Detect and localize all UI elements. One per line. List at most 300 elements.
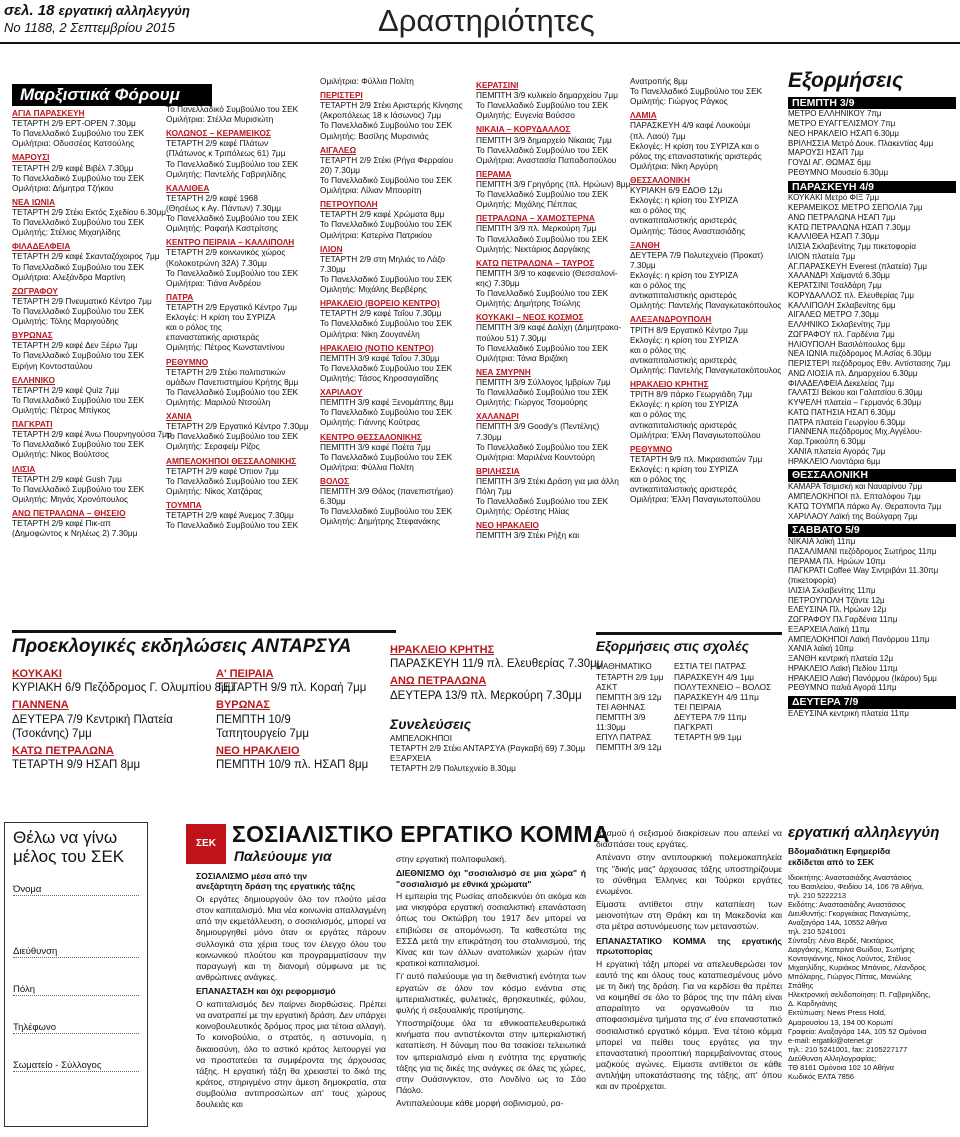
event-line: Το Πανελλαδικό Συμβούλιο του ΣΕΚ: [12, 305, 145, 316]
event-line: Εκλογές: Η κρίση του ΣΥΡΙΖΑ: [166, 312, 276, 323]
event-line: Το Πανελλαδικό Συμβούλιο του ΣΕΚ: [166, 475, 299, 486]
event-line: Ομιλητής: Νεκτάριος Δαργάκης: [476, 243, 590, 254]
sek-paragraph: Υποστηρίζουμε όλα τα εθνικοαπελευθερωτικά κινήματα που αντιστέκονται στην ιμπεριαλιστική καταπίεση. Η δύναμη που θα τσακίσει τελειωτικά τον ιμπεριαλισμό είναι η ενότητα της εργατικής τάξης για τις δικές της ανάγκες σε όλες τις χώρες, στην Ουάσινγκτον, στο Λονδίνο ως το Σάο Πάολο.: [396, 1018, 586, 1096]
event-line: Το Πανελλαδικό Συμβούλιο του ΣΕΚ: [12, 261, 145, 272]
event-line: Το Πανελλαδικό Συμβούλιο του ΣΕΚ: [476, 233, 609, 244]
join-form-field[interactable]: [13, 914, 139, 958]
exormiseis-line: ΠΑΣΑΛΙΜΑΝΙ πεζόδρομος Σωτήρος 11πμ: [788, 546, 937, 556]
event-line: ΠΕΜΠΤΗ 3/9 καφέ Ξενομάπτης 8μμ: [320, 397, 454, 408]
event-line: Το Πανελλαδικό Συμβούλιο του ΣΕΚ: [630, 86, 763, 97]
event-line: και ο ρόλος της: [166, 322, 222, 333]
event-title: ΚΕΡΑΤΣΙΝΙ: [476, 80, 519, 90]
sek-title: ΣΟΣΙΑΛΙΣΤΙΚΟ ΕΡΓΑΤΙΚΟ ΚΟΜΜΑ: [232, 821, 610, 847]
event-line: ΠΕΜΠΤΗ 3/9 Γρηγόρης (πλ. Ηρώων) 8μμ: [476, 178, 631, 189]
event-line: Το Πανελλαδικό Συμβούλιο του ΣΕΚ: [320, 451, 453, 462]
event-line: ΠΕΜΠΤΗ 3/9 Goody's (Πεντέλης): [476, 421, 600, 432]
event-title: ΤΟΥΜΠΑ: [166, 499, 202, 510]
event-line: και ο ρόλος της: [630, 205, 686, 216]
event-line: ΤΕΤΑΡΤΗ 2/9 καφέ Δεν Ξέρω 7μμ: [12, 340, 138, 351]
event-title: ΞΑΝΘΗ: [630, 239, 660, 250]
event-title: ΠΕΤΡΟΥΠΟΛΗ: [320, 199, 378, 210]
sek-logo: [186, 824, 226, 864]
sek-col-2: [396, 852, 586, 1130]
event-line: Ομιλητής: Δημήτρης Στεφανάκης: [320, 516, 440, 527]
event-title: ΘΕΣΣΑΛΟΝΙΚΗ: [630, 174, 690, 185]
event-line: Το Πανελλαδικό Συμβούλιο του ΣΕΚ: [476, 387, 609, 398]
syneleuseis-block: [390, 716, 590, 774]
sek-paragraph: Η εργατική τάξη μπορεί να απελευθερώσει τον εαυτό της και όλους τους καταπιεσμένους μόνο με τη δική της δράση. Για να κερδίσει θα πρέπει να κοιμηθεί σε όλο το βάρος της την πάλη είναι απαραίτητο να οργανωθούν τα πιο αποφασισμένα τμήματα της σ' ένα επαναστατικό σοσιαλιστικό εργατικό κόμμα. Ένα τέτοιο κόμμα μπορεί να πείθει τους εργάτες για την επαναστατική προοπτική παρεμβαίνοντας στους μαζικούς αγώνες. Είμαστε αντίθετοι σε κάθε αντιλήψη υποκατάστασης της τάξης, απ' όπου και αν προέρχεται.: [596, 958, 782, 1092]
event-title: ΤΕΙ ΑΘΗΝΑΣ: [596, 701, 646, 712]
exormiseis-line: ΑΜΠΕΛΟΚΗΠΟΙ πλ. Επταλόφου 7μμ: [788, 492, 921, 501]
event-line: ΠΕΜΠΤΗ 3/9: [596, 712, 646, 723]
event-line: Ομιλητής: Βασίλης Μυρσινιάς: [320, 130, 429, 141]
join-form-field[interactable]: [13, 1052, 139, 1072]
join-form-label: Διεύθυνση: [13, 945, 58, 957]
sek-col-1: [196, 868, 386, 1130]
event-line: Το Πανελλαδικό Συμβούλιο του ΣΕΚ: [166, 267, 299, 278]
sek-paragraph: Ο καπιταλισμός δεν παίρνει διορθώσεις. Πρέπει να ανατραπεί με την εργατική δράση. Δεν υπάρχει κοινοβουλευτικός δρόμος προς μια τέτοια αλλαγή. Το κοινοβούλιο, ο στρατός, η αστυνομία, η δικαιοσύνη, όλο το αστικό κράτος λειτουργεί για να προστατεύει τα συμφέροντα της άρχουσας τάξης. Η εργατική τάξη θα χρειαστεί το δικό της κράτος, στηριγμένο στην άμεση δημοκρατία, στα συμβούλια αντιπροσώπων απ' τους χώρους δουλειάς και: [196, 998, 386, 1110]
exormiseis-line: ΚΥΨΕΛΗ πλατεία – Γερμανός 6.30μμ: [788, 398, 922, 408]
event-line: Ανατροπής 8μμ: [630, 76, 688, 86]
event-title: ΠΕΤΡΑΛΩΝΑ – ΧΑΜΟΣΤΕΡΝΑ: [476, 213, 595, 224]
event-line: Το Πανελλαδικό Συμβούλιο του ΣΕΚ: [166, 431, 299, 442]
event-line: Εκλογές: Η κρίση του ΣΥΡΙΖΑ και ο: [630, 140, 759, 151]
event-title: ΝΕΟ ΗΡΑΚΛΕΙΟ: [476, 520, 540, 531]
event-title: ΧΑΛΑΝΔΡΙ: [476, 411, 519, 422]
event-line: Ομιλητής: Μαριλού Ντσούλη: [166, 396, 271, 407]
exormiseis-line: ΠΑΓΚΡΑΤΙ Coffee Way Σιντριβάνι 11.30πμ: [788, 566, 939, 576]
exormiseis-line: ΠΑΤΡΑ πλατεία Γεωργίου 6.30μμ: [788, 417, 906, 427]
exormiseis-line: ΚΟΡΥΔΑΛΛΟΣ πλ. Ελευθερίας 7μμ: [788, 290, 914, 300]
event-title: ΠΑΤΡΑ: [166, 291, 194, 302]
sek-paragraph: Οι εργάτες δημιουργούν όλο τον πλούτο μέσα στον καπιταλισμό. Μια νέα κοινωνία απαλλαγμένη από την εκμετάλλευση, ο σοσιαλισμός, μπορεί να δημιουργηθεί μόνο όταν οι εργάτες πάρουν συλλογικά στα χέρια τους τον έλεγχο όλου του κοινωνικού πλούτου και προγραμματίσουν την παραγωγή και τη διανομή σύμφωνα με τις ανθρώπινες ανάγκες.: [196, 893, 386, 983]
scholes-left: [596, 661, 668, 752]
exormiseis-line: ΡΕΘΥΜΝΟ παλιά Αγορά 11πμ: [788, 683, 897, 693]
exormiseis-line: ΧΑΝΙΑ πλατεία Αγοράς 7μμ: [788, 446, 886, 456]
sek-paragraph: Είμαστε αντίθετοι στην καταπίεση των μειονοτήτων στη Θράκη και τη Μακεδονία και στα μέτρα αστυνόμευσης των μεταναστών.: [596, 899, 782, 932]
exormiseis-day: ΠΑΡΑΣΚΕΥΗ 4/9: [788, 181, 956, 194]
sek-paragraph: Η εμπειρία της Ρωσίας αποδεικνύει ότι ακόμα και μια νικηφόρα εργατική σοσιαλιστική επανάσταση όπως του Οκτώβρη του 1917 δεν μπορεί να επιβιώσει σε απομόνωση. Τα καθεστώτα της ΕΣΣΔ μετά την επικράτηση του σταλινισμού, της Κίνας και των άλλων ανατολικών χωρών ήταν κρατικοί καπιταλισμοί.: [396, 891, 586, 969]
event-line: Ομιλήτρια: Φύλλια Πολίτη: [320, 76, 414, 86]
event-line: ΤΕΤΑΡΤΗ 2/9 Στέκι (Ρήγα Φερραίου: [320, 154, 454, 165]
join-title-1: Θέλω να γίνω: [13, 828, 118, 847]
join-form-label: Πόλη: [13, 983, 35, 995]
event-line: ΔΕΥΤΕΡΑ 7/9 Κεντρική Πλατεία: [12, 713, 173, 726]
event-title: ΧΑΝΙΑ: [166, 411, 192, 422]
exormiseis-line: ΚΑΛΛΙΘΕΑ ΗΣΑΠ 7.30μμ: [788, 232, 880, 242]
exormiseis-line: ΑΙΓΑΛΕΩ ΜΕΤΡΟ 7.30μμ: [788, 310, 879, 320]
event-line: ΤΡΙΤΗ 8/9 Εργατικό Κέντρο 7μμ: [630, 324, 748, 335]
event-title: ΑΣΚΤ: [596, 681, 618, 692]
event-line: (Πλάτωνος κ Τριπόλεως 61) 7μμ: [166, 148, 286, 159]
exormiseis-line: ΕΛΛΗΝΙΚΟ Σκλαβενίτης 7μμ: [788, 320, 891, 330]
syneleuseis-list: [390, 733, 590, 773]
event-line: ΤΕΤΑΡΤΗ 2/9 καφέ Όπιον 7μμ: [166, 465, 279, 476]
exormiseis-line: ΑΝΩ ΛΙΟΣΙΑ πλ. Δημαρχείου 6.30μμ: [788, 368, 918, 378]
event-line: ΔΕΥΤΕΡΑ 7/9 11πμ: [674, 712, 747, 723]
event-line: Ομιλήτρια: Τάνια Βριζάκη: [476, 352, 568, 363]
event-line: ΠΕΜΠΤΗ 3/9 12μ: [596, 691, 662, 702]
event-title: ΙΛΙΣΙΑ: [12, 463, 36, 474]
event-line: ΠΕΜΠΤΗ 3/9 το καφενείο (Θεσσαλονί-: [476, 267, 618, 278]
event-line: ΠΑΡΑΣΚΕΥΗ 4/9 1μμ: [674, 671, 755, 682]
event-line: Ομιλητής: Πέτρος Μπίγκος: [12, 404, 111, 415]
event-line: Ομιλήτρια: Φύλλια Πολίτη: [320, 461, 414, 472]
syneleuseis-title: Συνελεύσεις: [390, 716, 472, 732]
masthead-line: Κοντογιάννης, Νίκος Λούντος, Στέλιος: [788, 954, 912, 964]
exormiseis-line: ΚΑΛΛΙΠΟΛΗ Σκλαβενίτης 6μμ: [788, 300, 896, 310]
exormiseis-line: ΚΟΥΚΑΚΙ Μετρό ΦΙΞ 7μμ: [788, 193, 880, 203]
event-line: Το Πανελλαδικό Συμβούλιο του ΣΕΚ: [12, 483, 145, 494]
masthead-line: Αμαρουσίου 13, 194 00 Κορωπί: [788, 1017, 893, 1027]
event-line: ΠΕΜΠΤΗ 3/9 καφέ Δολίχη (Δημητρακο-: [476, 322, 622, 333]
event-title: ΡΕΘΥΜΝΟ: [166, 356, 209, 367]
exormiseis-line: ΗΡΑΚΛΕΙΟ Λιοντάρια 6μμ: [788, 456, 881, 466]
event-line: Ομιλητής: Δημήτρης Τσώλης: [476, 298, 581, 309]
sek-col-3: [596, 826, 782, 1130]
event-line: Ομιλήτρια: Έλλη Παναγιωτοπούλου: [630, 429, 761, 440]
event-line: Ομιλητής: Γιάννης Κούτρας: [320, 417, 420, 428]
event-line: ΠΑΡΑΣΚΕΥΗ 4/9 11πμ: [674, 691, 759, 702]
marxistika-col-4: [476, 76, 631, 614]
event-line: Ομιλητής: Παντελής Γαβριηλίδης: [166, 168, 286, 179]
masthead-line: Γραφεία: Αναξαγόρα 14Α, 105 52 Ομόνοια: [788, 1026, 927, 1036]
event-line: (Ακροπόλεως 18 κ Ιάσωνος) 7μμ: [320, 110, 442, 121]
exormiseis-line: ΑΜΠΕΛΟΚΗΠΟΙ Λαϊκή Πανόρμου 11πμ: [788, 634, 930, 644]
sek-paragraph: τσισμού ή σεξισμού διακρίσεων που απειλεί να διασπάσει τους εργάτες.: [596, 828, 782, 850]
antarsya-title: Προεκλογικές εκδηλώσεις ΑΝΤΑΡΣΥΑ: [12, 636, 352, 657]
page-number: σελ. 18: [4, 2, 55, 19]
antarsya-left: [12, 664, 235, 794]
exormiseis-line: ΚΑΤΩ ΠΕΤΡΑΛΩΝΑ ΗΣΑΠ 7.30μμ: [788, 222, 911, 232]
event-line: ρόλος της επαναστατικής αριστεράς: [630, 150, 762, 161]
exormiseis-line: ΠΕΡΑΜΑ Πλ. Ηρώων 10πμ: [788, 556, 886, 566]
exormiseis-line: ΗΛΙΟΥΠΟΛΗ Βασιλόπουλος 6μμ: [788, 339, 906, 349]
event-line: Το Πανελλαδικό Συμβούλιο του ΣΕΚ: [320, 362, 453, 373]
event-line: ΤΕΤΑΡΤΗ 2/9 ΕΡΤ-OPEN 7.30μμ: [12, 118, 136, 129]
event-line: ΠΕΜΠΤΗ 3/9 καφέ Ταΐου 7.30μμ: [320, 352, 440, 363]
sek-heading: ΔΙΕΘΝΙΣΜΟ όχι "σοσιαλισμό σε μια χώρα" ή "σοσιαλισμό με εθνικά χρώματα": [396, 868, 586, 889]
event-line: Το Πανελλαδικό Συμβούλιο του ΣΕΚ: [12, 439, 145, 450]
event-line: ΤΕΤΑΡΤΗ 2/9 καφέ Quiz 7μμ: [12, 384, 120, 395]
join-form-label: Όνομα: [13, 883, 42, 895]
exormiseis-line: ΡΕΘΥΜΝΟ Μουσείο 6.30μμ: [788, 167, 889, 177]
event-title: ΑΜΠΕΛΟΚΗΠΟΙ ΘΕΣΣΑΛΟΝΙΚΗΣ: [166, 455, 297, 466]
event-line: ΤΕΤΑΡΤΗ 2/9 καφέ Πικ-απ: [12, 518, 111, 529]
scholes-right: [674, 661, 782, 752]
scholes-panel: [596, 632, 782, 792]
event-title: ΑΝΩ ΠΕΤΡΑΛΩΝΑ: [390, 675, 487, 688]
exormiseis-line: ΙΛΙΟΝ πλατεία 7μμ: [788, 251, 856, 261]
masthead-line: Ιδιοκτήτης: Αναστασιάδης Αναστάσιος: [788, 873, 912, 883]
event-line: ΤΕΤΑΡΤΗ 2/9 καφέ Βιβέλ 7.30μμ: [12, 162, 134, 173]
event-title: ΠΑΓΚΡΑΤΙ: [674, 722, 713, 733]
event-title: ΗΡΑΚΛΕΙΟ ΚΡΗΤΗΣ: [630, 379, 709, 390]
event-title: ΕΠΥΛ ΠΑΤΡΑΣ: [596, 732, 652, 743]
event-line: Το Πανελλαδικό Συμβούλιο του ΣΕΚ: [320, 174, 453, 185]
event-title: ΡΕΘΥΜΝΟ: [630, 443, 673, 454]
join-form-field[interactable]: [13, 1014, 139, 1034]
join-form-fields: [13, 876, 139, 1072]
exormiseis-line: ΜΕΤΡΟ ΕΛΛΗΝΙΚΟΥ 7πμ: [788, 109, 882, 119]
event-line: ΠΕΜΠΤΗ 10/9: [216, 713, 291, 726]
exormiseis-day: ΣΑΒΒΑΤΟ 5/9: [788, 524, 956, 537]
section-title: Δραστηριότητες: [378, 3, 595, 38]
event-line: ΤΕΤΑΡΤΗ 2/9 καφέ Ταΐου 7.30μμ: [320, 308, 442, 319]
sek-heading: ΕΠΑΝΑΣΤΑΣΗ και όχι ρεφορμισμό: [196, 986, 336, 997]
exormiseis-line: ΕΛΕΥΣΙΝΑ Πλ. Ηρώων 12μ: [788, 605, 887, 615]
event-line: και ο ρόλος της: [630, 344, 686, 355]
event-line: και ο ρόλος της: [630, 280, 686, 291]
event-line: Το Πανελλαδικό Συμβούλιο του ΣΕΚ: [12, 172, 145, 183]
sek-heading: ΣΟΣΙΑΛΙΣΜΟ μέσα από την: [196, 871, 308, 881]
issue-line: No 1188, 2 Σεπτεμβρίου 2015: [4, 20, 175, 36]
exormiseis-line: ΧΑΝΙΑ λαϊκή 10πμ: [788, 644, 854, 654]
event-line: ΤΕΤΑΡΤΗ 2/9 καφέ Σκανταζόχοιρος 7μμ: [12, 251, 160, 262]
event-line: ΠΕΜΠΤΗ 3/9 πλ. Μερκούρη 7μμ: [476, 223, 597, 234]
event-line: Το Πανελλαδικό Συμβούλιο του ΣΕΚ: [476, 441, 609, 452]
event-line: Ομιλήτρια: Μαριλένα Κουντούρη: [476, 451, 595, 462]
exormiseis-line: ΞΑΝΘΗ κεντρική πλατεία 12μ: [788, 654, 894, 664]
event-line: Το Πανελλαδικό Συμβούλιο του ΣΕΚ: [166, 520, 299, 531]
event-line: 7.30μμ: [320, 263, 346, 274]
event-line: Ομιλήτρια: Στέλλα Μυρισιώτη: [166, 114, 274, 125]
marxistika-banner: Μαρξιστικά Φόρουμ: [12, 84, 212, 106]
exormiseis-line: ΚΑΤΩ ΤΟΥΜΠΑ πάρκο Αγ. Θεραποντα 7μμ: [788, 501, 942, 511]
event-line: Το Πανελλαδικό Συμβούλιο του ΣΕΚ: [166, 104, 299, 114]
masthead-line: Δαργάκης, Κατερίνα Θωίδου, Σωτήρης: [788, 945, 915, 955]
exormiseis-line: ΗΡΑΚΛΕΙΟ Λαϊκή Πεδίου 11πμ: [788, 663, 898, 673]
event-line: ΤΕΤΑΡΤΗ 2/9 κοινωνικός χώρος: [166, 247, 286, 258]
event-line: Το Πανελλαδικό Συμβούλιο του ΣΕΚ: [12, 128, 145, 139]
masthead-line: Δ. Καρδιγιάνης: [788, 999, 838, 1009]
event-line: Εκλογές: η κρίση του ΣΥΡΙΖΑ: [630, 195, 739, 206]
event-line: Ομιλητής: Ευγενία Βούσσο: [476, 110, 575, 121]
event-title: ΚΑΤΩ ΠΕΤΡΑΛΩΝΑ – ΤΑΥΡΟΣ: [476, 257, 595, 268]
masthead-line: Κωδικός ΕΛΤΑ 7856: [788, 1071, 854, 1081]
event-line: ΤΕΤΑΡΤΗ 2/9 Εργατικό Κέντρο 7μμ: [166, 301, 298, 312]
event-line: Ταπητουργείο 7μμ: [216, 727, 310, 740]
event-title: ΠΑΓΚΡΑΤΙ: [12, 419, 53, 430]
event-title: ΤΕΙ ΠΕΙΡΑΙΑ: [674, 701, 722, 712]
sek-subtitle: Παλεύουμε για: [234, 848, 332, 864]
join-form-field[interactable]: [13, 876, 139, 896]
event-line: ΤΕΤΑΡΤΗ 2/9 στη Μηλιάς το Λάζο: [320, 253, 445, 264]
event-title: ΝΕΑ ΣΜΥΡΝΗ: [476, 366, 531, 377]
event-line: αντικαπιταλιστικής αριστεράς: [630, 215, 737, 226]
exormiseis-line: ΒΡΙΛΗΣΣΙΑ Μετρό Δουκ. Πλακεντίας 4μμ: [788, 138, 934, 148]
event-line: ΠΑΡΑΣΚΕΥΗ 11/9 πλ. Ελευθερίας 7.30μμ: [390, 658, 604, 671]
event-title: ΜΑΘΗΜΑΤΙΚΟ: [596, 661, 652, 672]
event-line: ΤΕΤΑΡΤΗ 9/9 ΗΣΑΠ 8μμ: [12, 759, 141, 772]
event-line: ΤΕΤΑΡΤΗ 2/9 καφέ Χρώματα 8μμ: [320, 209, 445, 220]
masthead-sub-2: εκδίδεται από το ΣΕΚ: [788, 856, 875, 867]
event-line: Ομιλητής: Μιχάλης Πέππας: [476, 199, 577, 210]
event-line: Το Πανελλαδικό Συμβούλιο του ΣΕΚ: [320, 219, 453, 230]
event-line: ΤΕΤΑΡΤΗ 9/9 1μμ: [674, 732, 742, 743]
masthead-line: Μπόλαρης, Γιώργος Πίττας, Μανώλης: [788, 972, 912, 982]
event-line: Ομιλήτρια: Αλεξάνδρα Μαρτίνη: [12, 271, 126, 282]
event-line: 7.30μμ: [630, 259, 656, 270]
exormiseis-line: ΦΙΛΑΔΕΛΦΕΙΑ Δεκελείας 7μμ: [788, 378, 895, 388]
event-title: ΑΝΩ ΠΕΤΡΑΛΩΝΑ – ΘΗΣΕΙΟ: [12, 507, 126, 518]
event-line: ΤΕΤΑΡΤΗ 2/9 Πολυτεχνείο 8.30μμ: [390, 763, 516, 774]
event-title: ΕΞΑΡΧΕΙΑ: [390, 753, 431, 764]
join-form-label: Σωματείο - Σύλλογος: [13, 1059, 102, 1071]
event-line: Ομιλήτρια: Νίκη Αργύρη: [630, 160, 718, 171]
event-title: ΒΡΙΛΗΣΣΙΑ: [476, 465, 520, 476]
exormiseis-day: ΠΕΜΠΤΗ 3/9: [788, 97, 956, 110]
event-line: ΤΡΙΤΗ 8/9 πάρκο Γεωργιάδη 7μμ: [630, 389, 753, 400]
exormiseis-line: ΝΙΚΑΙΑ λαϊκή 11πμ: [788, 537, 856, 547]
event-title: ΠΕΡΙΣΤΕΡΙ: [320, 90, 363, 101]
event-line: ΚΥΡΙΑΚΗ 6/9 Πεζόδρομος Γ. Ολυμπίου 8μμ: [12, 682, 235, 695]
event-title: Α' ΠΕΙΡΑΙΑ: [216, 668, 274, 680]
event-line: Το Πανελλαδικό Συμβούλιο του ΣΕΚ: [12, 217, 145, 228]
event-line: ΤΕΤΑΡΤΗ 2/9 καφέ Άνω Πουρνηγούσα 7μμ: [12, 429, 172, 440]
event-line: ΠΕΜΠΤΗ 3/9 δημαρχείο Νίκαιας 7μμ: [476, 134, 612, 145]
event-line: Ομιλήτρια: Οδυσσέας Κατσούλης: [12, 138, 135, 149]
join-form-field[interactable]: [13, 976, 139, 996]
exormiseis-line: ΝΕΟ ΗΡΑΚΛΕΙΟ ΗΣΑΠ 6.30μμ: [788, 128, 899, 138]
paper-name: εργατική αλληλεγγύη: [58, 3, 190, 18]
exormiseis-line: ΗΡΑΚΛΕΙΟ Λαϊκή Πανόρμου (Ικάρου) 5μμ: [788, 673, 937, 683]
exormiseis-line: ΙΛΙΣΙΑ Σκλαβενίτης 11πμ: [788, 585, 876, 595]
event-line: 6.30μμ: [320, 496, 346, 507]
event-line: 20) 7.30μμ: [320, 164, 361, 175]
event-line: Το Πανελλαδικό Συμβούλιο του ΣΕΚ: [12, 394, 145, 405]
join-form-label: Τηλέφωνο: [13, 1021, 56, 1033]
event-line: Το Πανελλαδικό Συμβούλιο του ΣΕΚ: [476, 144, 609, 155]
event-line: αντικαπιταλιστικής αριστεράς: [630, 354, 737, 365]
masthead-title: εργατική αλληλεγγύη: [788, 824, 940, 841]
exormiseis-line: Χαρ.Τρικούπη 6.30μμ: [788, 437, 866, 447]
event-line: ομάδων Πανεπιστημίου Κρήτης 8μμ: [166, 376, 299, 387]
sek-paragraph: Αντιπαλεύουμε κάθε μορφή σοβινισμού, ρα-: [396, 1098, 564, 1109]
event-line: ΤΕΤΑΡΤΗ 2/9 Στέκι ΑΝΤΑΡΣΥΑ (Ραγκαβή 69) 7.30μμ: [390, 743, 586, 754]
page-header-left: [4, 2, 224, 36]
event-line: Ομιλήτρια: Κατερίνα Πατρικίου: [320, 229, 432, 240]
event-line: ΔΕΥΤΕΡΑ 13/9 πλ. Μερκούρη 7.30μμ: [390, 689, 582, 702]
masthead-line: Εκδότης: Αναστασιάδης Αναστάσιος: [788, 900, 906, 910]
event-line: αντικαπιταλιστικής αριστεράς: [630, 290, 737, 301]
exormiseis-line: ΙΛΙΣΙΑ Σκλαβενίτης 7μμ πικετοφορία: [788, 242, 916, 252]
event-line: Ομιλήτρια: Τιάνα Ανδρέου: [166, 277, 261, 288]
exormiseis-line: ΧΑΡΙΛΑΟΥ Λαϊκή της Βούλγαρη 7μμ: [788, 511, 918, 521]
masthead-sub-1: Βδομαδιάτικη Εφημερίδα: [788, 846, 891, 857]
exormiseis-line: (πικετοφορία): [788, 576, 837, 586]
event-line: ΠΕΜΠΤΗ 3/9 κυλικείο δημαρχείου 7μμ: [476, 90, 618, 101]
event-title: ΜΑΡΟΥΣΙ: [12, 152, 50, 163]
masthead-line: τηλ.: 210 5241001, fax: 2105227177: [788, 1044, 908, 1054]
event-title: ΚΑΛΛΙΘΕΑ: [166, 182, 210, 193]
exormiseis-line: ΕΞΑΡΧΕΙΑ Λαϊκή 11πμ: [788, 624, 870, 634]
event-line: Το Πανελλαδικό Συμβούλιο του ΣΕΚ: [476, 496, 609, 507]
event-line: αντικαπιταλιστικής αριστεράς: [630, 419, 737, 430]
masthead-line: Ηλεκτρονική σελιδοποίηση: Π. Γαβριηλίδης,: [788, 990, 931, 1000]
masthead: [788, 824, 956, 1124]
masthead-line: Εκτύπωση: News Press Hold,: [788, 1008, 886, 1018]
event-line: (Θησέως κ Αγ. Πάντων) 7.30μμ: [166, 202, 282, 213]
event-line: ΔΕΥΤΕΡΑ 7/9 Πολυτεχνείο (Προκατ): [630, 249, 764, 260]
event-line: ΤΕΤΑΡΤΗ 9/9 πλ. Κοραή 7μμ: [216, 682, 367, 695]
event-line: ΠΕΜΠΤΗ 3/9 Θόλος (πανεπιστήμιο): [320, 486, 454, 497]
sek-paragraph: στην εργατική πολιτοφυλακή.: [396, 854, 507, 864]
join-form: [4, 822, 148, 1127]
event-line: Ομιλήτρια: Νίκη Ζουγανέλη: [320, 328, 420, 339]
sek-heading: ΕΠΑΝΑΣΤΑΤΙΚΟ ΚΟΜΜΑ της εργατικής πρωτοπορίας: [596, 935, 782, 957]
exormiseis-line: ΓΙΑΝΝΕΝΑ πεζόδρομος Μιχ.Αγγέλου-: [788, 427, 922, 437]
event-line: Το Πανελλαδικό Συμβούλιο του ΣΕΚ: [166, 213, 299, 224]
masthead-line: τηλ. 210 5241001: [788, 927, 846, 937]
event-line: ΤΕΤΑΡΤΗ 2/9 καφέ Άνεμος 7.30μμ: [166, 510, 294, 521]
event-line: Ομιλητής: Πέτρος Κωνσταντίνου: [166, 342, 285, 353]
event-title: ΕΣΤΙΑ ΤΕΙ ΠΑΤΡΑΣ: [674, 661, 747, 672]
event-title: ΙΛΙΟΝ: [320, 243, 343, 254]
event-line: Ομιλητής: Ορέστης Ηλίας: [476, 506, 570, 517]
event-title: ΚΟΥΚΑΚΙ: [12, 668, 62, 680]
event-line: Το Πανελλαδικό Συμβούλιο του ΣΕΚ: [320, 318, 453, 329]
event-line: Ειρήνη Κοντοσταύλου: [12, 360, 93, 371]
event-line: Ομιλήτρια: Έλλη Παναγιωτοπούλου: [630, 494, 761, 505]
exormiseis-days: [788, 97, 956, 719]
exormiseis-line: ΓΟΥΔΙ ΑΓ. ΘΩΜΑΣ 6μμ: [788, 158, 871, 168]
exormiseis-line: ΖΩΓΡΑΦΟΥ πλ. Γαρδένια 7μμ: [788, 329, 895, 339]
exormiseis-line: ΠΕΡΙΣΤΕΡΙ πεζόδρομος Εθν. Αντίστασης 7μμ: [788, 359, 951, 369]
event-title: ΛΑΜΙΑ: [630, 110, 657, 121]
event-line: Ομιλητής: Νίκος Χατζάρας: [166, 485, 263, 496]
event-line: Ομιλητής: Ραφαήλ Καστρίτσης: [166, 223, 278, 234]
event-line: Ομιλητής: Νίκος Βούλτσος: [12, 449, 109, 460]
masthead-lines: [788, 873, 956, 1081]
event-line: Ομιλήτρια: Δήμητρα Τζήκου: [12, 182, 114, 193]
event-line: κης) 7.30μμ: [476, 277, 520, 288]
event-line: Ομιλήτρια: Αναστασία Παπαδοπούλου: [476, 154, 617, 165]
event-title: ΒΥΡΩΝΑΣ: [216, 699, 270, 712]
event-line: ΤΕΤΑΡΤΗ 2/9 Στέκι Αριστερής Κίνησης: [320, 100, 463, 111]
exormiseis-line: ΓΑΛΑΤΣΙ Βείκου και Γαλατσίου 6.30μμ: [788, 388, 923, 398]
event-title: ΖΩΓΡΑΦΟΥ: [12, 285, 58, 296]
exormiseis-title: Εξορμήσεις: [788, 69, 904, 92]
event-title: ΧΑΡΙΛΑΟΥ: [320, 387, 363, 398]
scholes-title: Εξορμήσεις στις σχολές: [596, 639, 749, 654]
exormiseis-line: ΚΕΡΑΤΣΙΝΙ Τσαλδάρη 7μμ: [788, 281, 882, 291]
event-line: ΤΕΤΑΡΤΗ 9/9 πλ. Μικρασιατών 7μμ: [630, 453, 763, 464]
event-title: ΝΙΚΑΙΑ – ΚΟΡΥΔΑΛΛΟΣ: [476, 124, 571, 135]
exormiseis-line: ΜΕΤΡΟ ΕΥΑΓΓΕΛΙΣΜΟΥ 7πμ: [788, 119, 896, 129]
event-line: (Κολοκοτρώνη 32Α) 7.30μμ: [166, 257, 267, 268]
event-line: Εκλογές: η κρίση του ΣΥΡΙΖΑ: [630, 334, 739, 345]
event-line: ΠΕΜΠΤΗ 3/9 Στέκι Ρήξη και: [476, 530, 580, 541]
exormiseis-day: ΘΕΣΣΑΛΟΝΙΚΗ: [788, 469, 956, 482]
event-line: ΤΕΤΑΡΤΗ 2/9 Στέκι Εκτός Σχεδίου 6.30μμ: [12, 206, 167, 217]
exormiseis-line: ΕΛΕΥΣΙΝΑ κεντρική πλατεία 11πμ: [788, 708, 909, 718]
event-line: Ομιλητής: Τάσος Κηροσαγιαΐδης: [320, 372, 439, 383]
exormiseis-line: ΖΩΓΡΑΦΟΥ Πλ.Γαρδένια 11πμ: [788, 615, 898, 625]
event-line: Το Πανελλαδικό Συμβούλιο του ΣΕΚ: [320, 120, 453, 131]
exormiseis-line: ΚΑΤΩ ΠΑΤΗΣΙΑ ΗΣΑΠ 6.30μμ: [788, 407, 896, 417]
event-line: Το Πανελλαδικό Συμβούλιο του ΣΕΚ: [12, 350, 145, 361]
masthead-line: Σύνταξη: Λένα Βερδέ, Νεκτάριος: [788, 936, 894, 946]
exormiseis-line: ΑΓ.ΠΑΡΑΣΚΕΥΗ Everest (πλατεία) 7μμ: [788, 261, 927, 271]
event-line: Ομιλητής: Παντελής Παναγιωτακόπουλος: [630, 300, 782, 311]
event-line: ΠΕΜΠΤΗ 3/9 Σύλλογος Ιμβρίων 7μμ: [476, 376, 611, 387]
event-title: ΑΜΠΕΛΟΚΗΠΟΙ: [390, 733, 453, 744]
exormiseis-line: ΝΕΑ ΙΩΝΙΑ πεζόδρομος Μ.Ασίας 6.30μμ: [788, 349, 932, 359]
exormiseis-line: ΚΑΜΑΡΑ Τσιμισκή και Ναυαρίνου 7μμ: [788, 482, 923, 492]
event-line: Ομιλητής: Γιώργος Τσομούρης: [476, 397, 588, 408]
masthead-line: Σπάθης: [788, 981, 814, 991]
